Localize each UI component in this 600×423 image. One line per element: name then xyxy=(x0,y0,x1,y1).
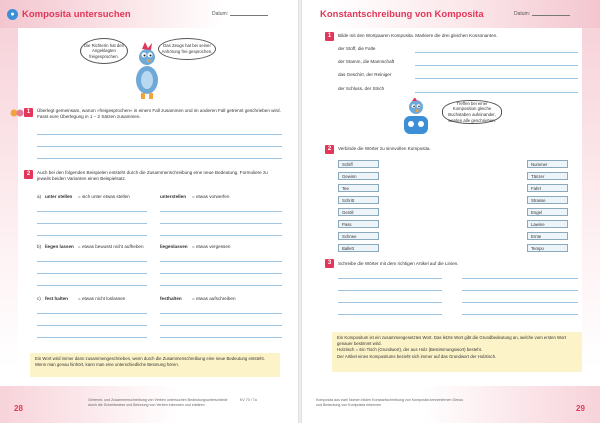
answer-line[interactable] xyxy=(37,273,147,274)
bird-mascot-icon xyxy=(130,40,164,102)
speech-bubble: Treffen bei einer Komposition gleiche Buchstaben aufeinander, werden alle geschrieben. xyxy=(442,100,502,124)
answer-line[interactable] xyxy=(338,302,442,303)
task-1-instruction: Bilde mit den Wortpaaren Komposita. Markiere die drei gleichen Konsonanten. xyxy=(338,33,498,38)
pair-c-word-2: festhalten xyxy=(160,296,182,301)
word-box-right[interactable]: Fahrt xyxy=(527,184,568,192)
answer-line[interactable] xyxy=(37,337,147,338)
word-box-left[interactable]: Geröll xyxy=(338,208,379,216)
word-box-right[interactable]: Tänzer xyxy=(527,172,568,180)
answer-line[interactable] xyxy=(160,273,282,274)
pair-a-def-2: = etwas vorwerfen xyxy=(192,194,230,199)
pair-b-def-2: = etwas vergessen xyxy=(192,244,231,249)
answer-line[interactable] xyxy=(37,313,147,314)
answer-line[interactable] xyxy=(37,158,282,159)
info-line: Der Artikel eines Kompositums bezieht sich immer auf das Grundwort der Holztisch. xyxy=(337,353,497,359)
side-band xyxy=(582,28,600,368)
date-field[interactable] xyxy=(212,11,268,17)
task-1-number: 1 xyxy=(24,108,33,117)
answer-line[interactable] xyxy=(338,278,442,279)
word-pair: der Stamm, die Mannschaft xyxy=(338,59,395,64)
task-2-instruction: Verbinde die Wörter zu sinnvollen Komposita. xyxy=(338,146,431,151)
pair-c-label: c) xyxy=(37,296,41,301)
word-box-left[interactable]: Schiff xyxy=(338,160,379,168)
answer-line[interactable] xyxy=(462,302,578,303)
answer-line[interactable] xyxy=(37,211,147,212)
page-number: 29 xyxy=(576,404,585,413)
task-1-instruction: Überlegt gemeinsam, warum »freigesprochen« in einem Fall zusammen und im anderen Fall getrennt geschrieben wird. Fasst eure Überlegung in 1 – 2 Sätzen zusammen. xyxy=(37,108,281,120)
pair-a-word-2: unterstellen xyxy=(160,194,187,199)
answer-line[interactable] xyxy=(462,278,578,279)
word-box-left[interactable]: Ballett xyxy=(338,244,379,252)
answer-line[interactable] xyxy=(160,211,282,212)
answer-line[interactable] xyxy=(160,285,282,286)
info-box xyxy=(332,332,582,372)
word-box-left[interactable]: Pass xyxy=(338,220,379,228)
footnote: Getrennt- und Zusammenschreibung von Verben untersuchen Bedeutungsunterschiede durch die Schreibweise und Betonung von Verben erkennen und erklären xyxy=(88,398,228,407)
pair-a-word-1: unter stellen xyxy=(45,194,73,199)
bird-mascot-icon xyxy=(398,98,434,138)
answer-line[interactable] xyxy=(462,290,578,291)
word-box-left[interactable]: Schritt xyxy=(338,196,379,204)
answer-line[interactable] xyxy=(37,235,147,236)
answer-line[interactable] xyxy=(160,337,282,338)
answer-line[interactable] xyxy=(160,223,282,224)
word-box-left[interactable]: Gewinn xyxy=(338,172,379,180)
answer-line[interactable] xyxy=(37,146,282,147)
page-number: 28 xyxy=(14,404,23,413)
pair-c-word-1: fest halten xyxy=(45,296,68,301)
answer-line[interactable] xyxy=(160,261,282,262)
date-field[interactable] xyxy=(514,11,570,17)
side-band xyxy=(0,28,18,368)
task-2-instruction: Auch bei den folgenden Beispielen entsteht durch die Zusammenschreibung eine neue Bedeutung. Formuliere zu jeweils beiden Varianten einen Beispielsatz. xyxy=(37,170,268,182)
right-page xyxy=(302,0,600,423)
answer-line[interactable] xyxy=(462,314,578,315)
date-label: Datum: xyxy=(514,11,531,17)
answer-line[interactable] xyxy=(37,261,147,262)
group-work-icon xyxy=(10,108,24,118)
answer-line[interactable] xyxy=(37,134,282,135)
task-2-number: 2 xyxy=(24,170,33,179)
word-box-right[interactable]: Ernte xyxy=(527,232,568,240)
answer-line[interactable] xyxy=(415,78,578,79)
page-title: Komposita untersuchen xyxy=(22,9,131,20)
info-line: Ein Kompositum ist ein zusammengesetztes Wort. Das letzte Wort gibt die Grundbedeutung an, welche vom ersten Wort genauer bestimmt wird. xyxy=(337,335,567,347)
answer-line[interactable] xyxy=(338,290,442,291)
word-pair: der Stoff, die Falte xyxy=(338,46,376,51)
word-box-left[interactable]: Tee xyxy=(338,184,379,192)
pair-c-def-1: = etwas nicht loslassen xyxy=(78,296,126,301)
answer-line[interactable] xyxy=(415,65,578,66)
answer-line[interactable] xyxy=(415,92,578,93)
answer-line[interactable] xyxy=(160,235,282,236)
task-1-number: 1 xyxy=(325,32,334,41)
task-3-instruction: Schreibe die Wörter mit dem richtigen Artikel auf die Linien. xyxy=(338,261,459,266)
word-box-right[interactable]: Tempo xyxy=(527,244,568,252)
page-title: Konstantschreibung von Komposita xyxy=(320,9,484,20)
pair-b-word-1: liegen lassen xyxy=(45,244,74,249)
pair-c-def-2: = etwas aufschreiben xyxy=(192,296,236,301)
info-line: Holztisch = Ein Tisch (Grundwort), der aus Holz (Bestimmungswort) besteht. xyxy=(337,347,483,353)
answer-line[interactable] xyxy=(160,325,282,326)
pair-b-def-1: = etwas bewusst nicht aufheben xyxy=(78,244,144,249)
pair-b-label: b) xyxy=(37,244,42,249)
word-box-right[interactable]: Nummer xyxy=(527,160,568,168)
word-pair: das Geschirr, der Reiniger xyxy=(338,72,392,77)
answer-line[interactable] xyxy=(37,325,147,326)
speech-bubble-1: Die Richterin hat den Angeklagten freigesprochen. xyxy=(80,38,128,64)
speech-bubble-2: Das Zeugs hat bei seiner Anhörung frei gesprochen. xyxy=(158,38,216,60)
word-box-right[interactable]: Strasse xyxy=(527,196,568,204)
task-3-number: 3 xyxy=(325,259,334,268)
pair-b-word-2: liegenlassen xyxy=(160,244,188,249)
date-label: Datum: xyxy=(212,11,229,17)
left-page xyxy=(0,0,298,423)
word-pair: der Schluss, der Strich xyxy=(338,86,385,91)
pair-a-def-1: = sich unter etwas stellen xyxy=(78,194,130,199)
answer-line[interactable] xyxy=(37,223,147,224)
footnote: Komposita aus zwei Nomen bilden Konstantschreibung von Komposita kennenlernen Genus und Bedeutung von Komposita erkennen xyxy=(316,398,464,407)
word-box-right[interactable]: Lawine xyxy=(527,220,568,228)
word-box-right[interactable]: Engel xyxy=(527,208,568,216)
pair-a-label: a) xyxy=(37,194,42,199)
globe-icon: ● xyxy=(7,9,18,20)
word-box-left[interactable]: Schnee xyxy=(338,232,379,240)
answer-line[interactable] xyxy=(415,52,578,53)
answer-line[interactable] xyxy=(37,285,147,286)
footnote-code: KV 70 / 7a xyxy=(240,398,257,402)
info-box: Ein Wort wird immer dann zusammengeschrieben, wenn durch die Zusammenschreibung eine neue Bedeutung entsteht. Wenn man genau hinhört, kann man eine unterschiedliche Betonung hören. xyxy=(30,353,280,377)
answer-line[interactable] xyxy=(160,313,282,314)
answer-line[interactable] xyxy=(338,314,442,315)
task-2-number: 2 xyxy=(325,145,334,154)
